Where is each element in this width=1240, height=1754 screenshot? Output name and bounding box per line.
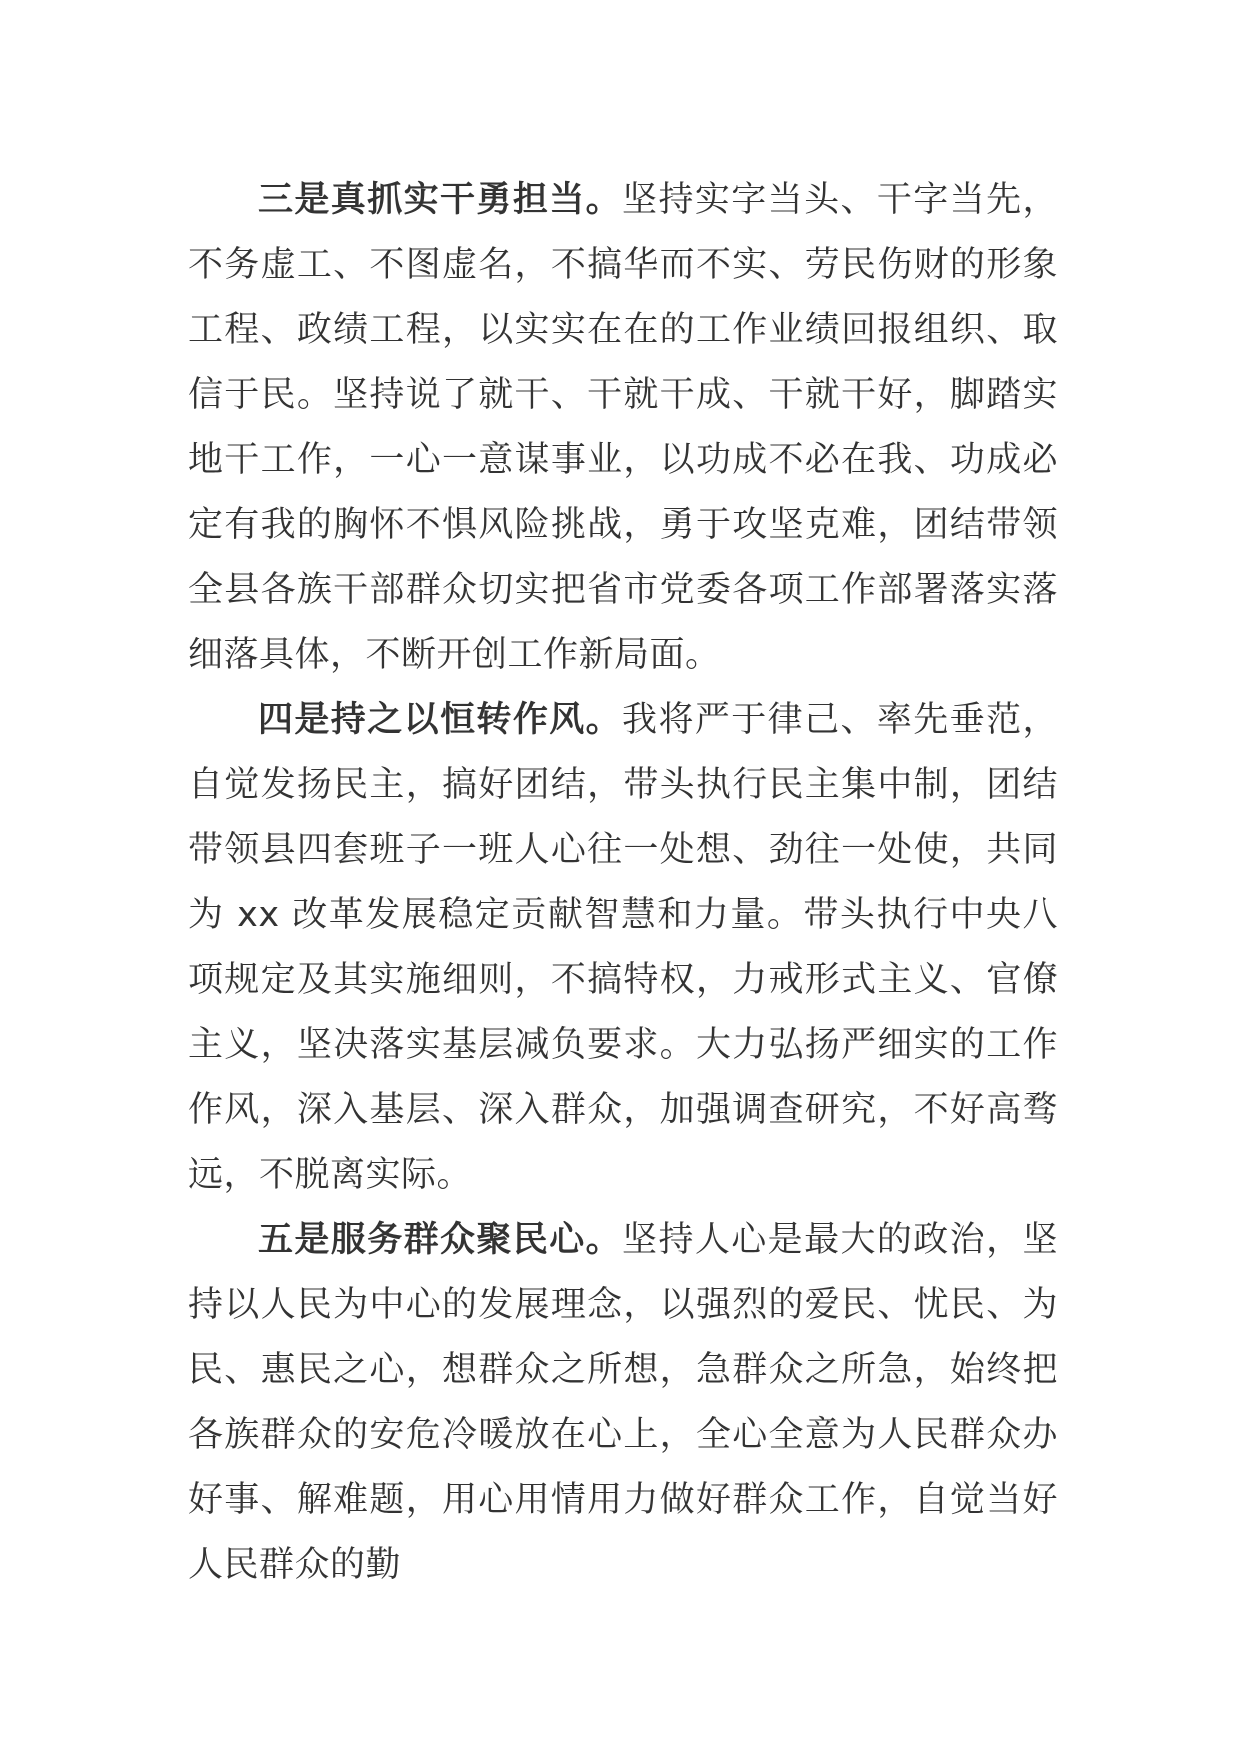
paragraph-body: 坚持人心是最大的政治，坚持以人民为中心的发展理念，以强烈的爱民、忧民、为民、惠民之心，想群众之所想，急群众之所急，始终把各族群众的安危冷暖放在心上，全心全意为人民群众办好事、解难题，用心用情用力做好群众工作，自觉当好人民群众的勤 (188, 1220, 1058, 1585)
paragraph-work-attitude (188, 168, 1058, 688)
paragraph-work-style (188, 688, 1058, 1208)
paragraph-heading: 四是持之以恒转作风。 (258, 700, 623, 740)
paragraph-body: 坚持实字当头、干字当先，不务虚工、不图虚名，不搞华而不实、劳民伤财的形象工程、政绩工程，以实实在在的工作业绩回报组织、取信于民。坚持说了就干、干就干成、干就干好，脚踏实地干工作，一心一意谋事业，以功成不必在我、功成必定有我的胸怀不惧风险挑战，勇于攻坚克难，团结带领全县各族干部群众切实把省市党委各项工作部署落实落细落具体，不断开创工作新局面。 (188, 180, 1058, 675)
paragraph-heading: 三是真抓实干勇担当。 (258, 180, 623, 220)
paragraph-serve-people (188, 1208, 1058, 1598)
paragraph-body: 我将严于律己、率先垂范，自觉发扬民主，搞好团结，带头执行民主集中制，团结带领县四套班子一班人心往一处想、劲往一处使，共同为 xx 改革发展稳定贡献智慧和力量。带头执行中央八项规定及其实施细则，不搞特权，力戒形式主义、官僚主义，坚决落实基层减负要求。大力弘扬严细实的工作作风，深入基层、深入群众，加强调查研究，不好高骛远，不脱离实际。 (188, 700, 1058, 1195)
paragraph-heading: 五是服务群众聚民心。 (258, 1220, 623, 1260)
document-page (188, 168, 1058, 1598)
